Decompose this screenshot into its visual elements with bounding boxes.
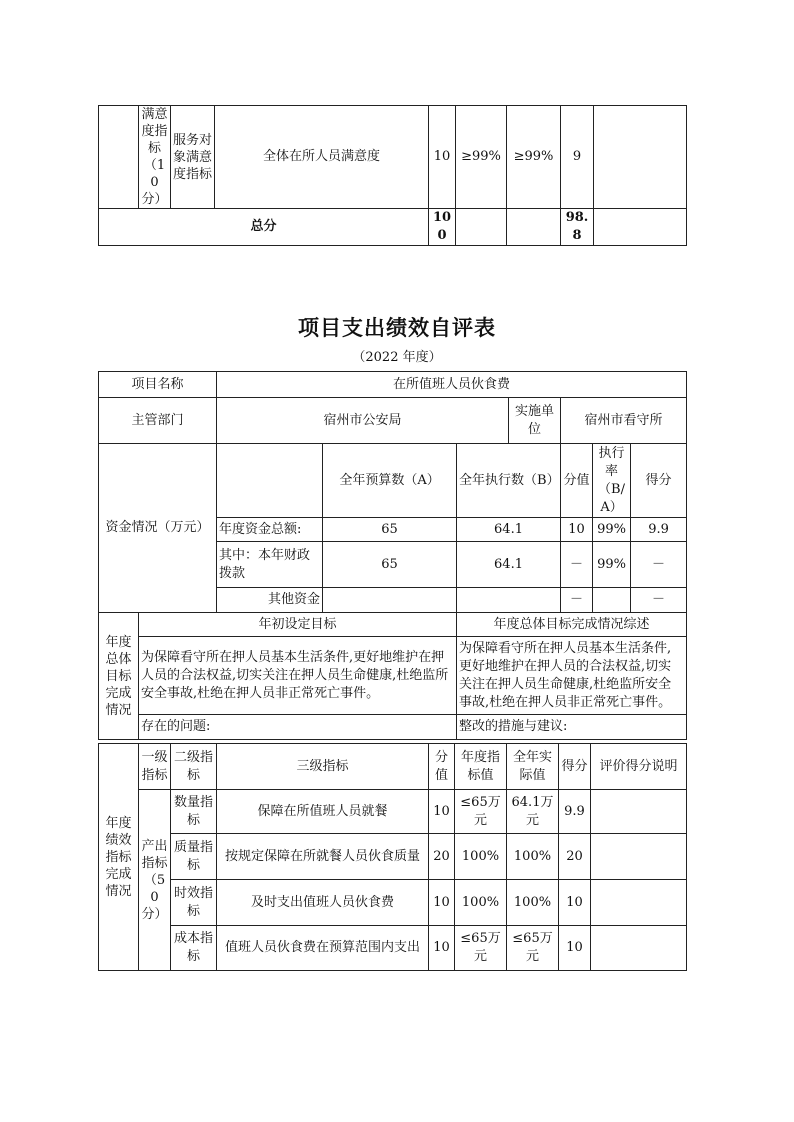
fund-total-weight: 10 bbox=[561, 518, 593, 542]
ind-note bbox=[591, 926, 687, 971]
fund-other-label: 其他资金 bbox=[217, 588, 323, 613]
ind-note bbox=[591, 834, 687, 880]
hdr-level1: 一级指标 bbox=[139, 744, 171, 790]
total-note bbox=[594, 209, 687, 246]
ind-level3: 值班人员伙食费在预算范围内支出 bbox=[217, 926, 429, 971]
ind-note bbox=[591, 880, 687, 926]
project-name-value: 在所值班人员伙食费 bbox=[217, 372, 687, 398]
ind-weight: 10 bbox=[429, 790, 455, 834]
col-exec: 全年执行数（B） bbox=[457, 444, 561, 518]
fund-fiscal-budget: 65 bbox=[323, 542, 457, 588]
hdr-score: 得分 bbox=[559, 744, 591, 790]
indicator-row bbox=[99, 790, 687, 834]
ind-level3: 保障在所值班人员就餐 bbox=[217, 790, 429, 834]
fund-header-row bbox=[99, 444, 687, 518]
fund-other-weight: － bbox=[561, 588, 593, 613]
perf-section-label-2: 年度绩效指标完成情况 bbox=[99, 744, 139, 971]
total-row bbox=[99, 209, 687, 246]
goal-header-row bbox=[99, 613, 687, 637]
fund-total-exec: 64.1 bbox=[457, 518, 561, 542]
ind-score: 10 bbox=[559, 926, 591, 971]
fund-header-blank bbox=[217, 444, 323, 518]
goal-summary-text: 为保障看守所在押人员基本生活条件,更好地维护在押人员的合法权益,切实关注在押人员生命健康,杜绝监所安全事故,杜绝在押人员非正常死亡事件。 bbox=[457, 637, 687, 715]
fund-other-score: － bbox=[631, 588, 687, 613]
total-score: 98.8 bbox=[561, 209, 594, 246]
indicator-row bbox=[99, 834, 687, 880]
problems-row bbox=[99, 715, 687, 740]
fund-fiscal-score: － bbox=[631, 542, 687, 588]
ind-score: 10 bbox=[559, 880, 591, 926]
ind-level2: 数量指标 bbox=[171, 790, 217, 834]
fund-total-label: 年度资金总额: bbox=[217, 518, 323, 542]
ind-level2: 质量指标 bbox=[171, 834, 217, 880]
fund-other-exec bbox=[457, 588, 561, 613]
page-subtitle: （2022 年度） bbox=[352, 350, 442, 365]
goal-summary-header: 年度总体目标完成情况综述 bbox=[457, 613, 687, 637]
col-weight: 分值 bbox=[561, 444, 593, 518]
col-score: 得分 bbox=[631, 444, 687, 518]
ind-actual: 64.1万元 bbox=[507, 790, 559, 834]
indicator-header-row bbox=[99, 744, 687, 790]
col-rate: 执行率（B/A） bbox=[593, 444, 631, 518]
col-budget: 全年预算数（A） bbox=[323, 444, 457, 518]
fund-total-budget: 65 bbox=[323, 518, 457, 542]
total-weight: 100 bbox=[429, 209, 456, 246]
ind-target: 100% bbox=[455, 880, 507, 926]
satisfaction-note bbox=[594, 106, 687, 209]
continuation-table bbox=[98, 105, 687, 246]
ind-weight: 10 bbox=[429, 880, 455, 926]
self-evaluation-table bbox=[98, 371, 687, 740]
empty-cell bbox=[99, 106, 139, 209]
goal-text-row bbox=[99, 637, 687, 715]
hdr-actual: 全年实际值 bbox=[507, 744, 559, 790]
ind-note bbox=[591, 790, 687, 834]
fund-label: 资金情况（万元） bbox=[99, 444, 217, 613]
ind-actual: 100% bbox=[507, 834, 559, 880]
ind-actual: 100% bbox=[507, 880, 559, 926]
unit-label: 实施单位 bbox=[509, 398, 561, 444]
ind-level2: 时效指标 bbox=[171, 880, 217, 926]
fund-fiscal-label: 其中：本年财政拨款 bbox=[217, 542, 323, 588]
ind-actual: ≤65万元 bbox=[507, 926, 559, 971]
fund-fiscal-exec: 64.1 bbox=[457, 542, 561, 588]
fund-other-budget bbox=[323, 588, 457, 613]
fund-other-rate bbox=[593, 588, 631, 613]
satisfaction-row bbox=[99, 106, 687, 209]
hdr-level2: 二级指标 bbox=[171, 744, 217, 790]
hdr-target: 年度指标值 bbox=[455, 744, 507, 790]
satisfaction-level1: 满意度指标（10分） bbox=[139, 106, 171, 209]
ind-level3: 及时支出值班人员伙食费 bbox=[217, 880, 429, 926]
ind-level3: 按规定保障在所就餐人员伙食质量 bbox=[217, 834, 429, 880]
page-title: 项目支出绩效自评表 bbox=[298, 315, 496, 340]
dept-label: 主管部门 bbox=[99, 398, 217, 444]
satisfaction-actual: ≥99% bbox=[507, 106, 561, 209]
ind-score: 9.9 bbox=[559, 790, 591, 834]
total-target bbox=[456, 209, 507, 246]
satisfaction-level3: 全体在所人员满意度 bbox=[215, 106, 429, 209]
total-label: 总分 bbox=[99, 209, 429, 246]
ind-target: 100% bbox=[455, 834, 507, 880]
goal-initial-text: 为保障看守所在押人员基本生活条件,更好地维护在押人员的合法权益,切实关注在押人员生命健康,杜绝监所安全事故,杜绝在押人员非正常死亡事件。 bbox=[139, 637, 457, 715]
goal-initial-header: 年初设定目标 bbox=[139, 613, 457, 637]
ind-weight: 20 bbox=[429, 834, 455, 880]
ind-weight: 10 bbox=[429, 926, 455, 971]
ind-score: 20 bbox=[559, 834, 591, 880]
hdr-level3: 三级指标 bbox=[217, 744, 429, 790]
ind-target: ≤65万元 bbox=[455, 790, 507, 834]
unit-value: 宿州市看守所 bbox=[561, 398, 687, 444]
department-row bbox=[99, 398, 687, 444]
indicator-row bbox=[99, 880, 687, 926]
hdr-note: 评价得分说明 bbox=[591, 744, 687, 790]
satisfaction-score: 9 bbox=[561, 106, 594, 209]
indicator-table bbox=[98, 743, 687, 971]
measures-label: 整改的措施与建议: bbox=[457, 715, 687, 740]
hdr-weight: 分值 bbox=[429, 744, 455, 790]
satisfaction-target: ≥99% bbox=[456, 106, 507, 209]
satisfaction-level2: 服务对象满意度指标 bbox=[171, 106, 215, 209]
fund-fiscal-weight: － bbox=[561, 542, 593, 588]
output-level1: 产出指标（50分） bbox=[139, 790, 171, 971]
project-name-row bbox=[99, 372, 687, 398]
satisfaction-weight: 10 bbox=[429, 106, 456, 209]
problems-label: 存在的问题: bbox=[139, 715, 457, 740]
dept-value: 宿州市公安局 bbox=[217, 398, 509, 444]
fund-fiscal-rate: 99% bbox=[593, 542, 631, 588]
ind-target: ≤65万元 bbox=[455, 926, 507, 971]
ind-level2: 成本指标 bbox=[171, 926, 217, 971]
fund-total-score: 9.9 bbox=[631, 518, 687, 542]
total-actual bbox=[507, 209, 561, 246]
fund-total-rate: 99% bbox=[593, 518, 631, 542]
goal-section-label: 年度总体目标完成情况 bbox=[99, 613, 139, 740]
indicator-row bbox=[99, 926, 687, 971]
project-name-label: 项目名称 bbox=[99, 372, 217, 398]
